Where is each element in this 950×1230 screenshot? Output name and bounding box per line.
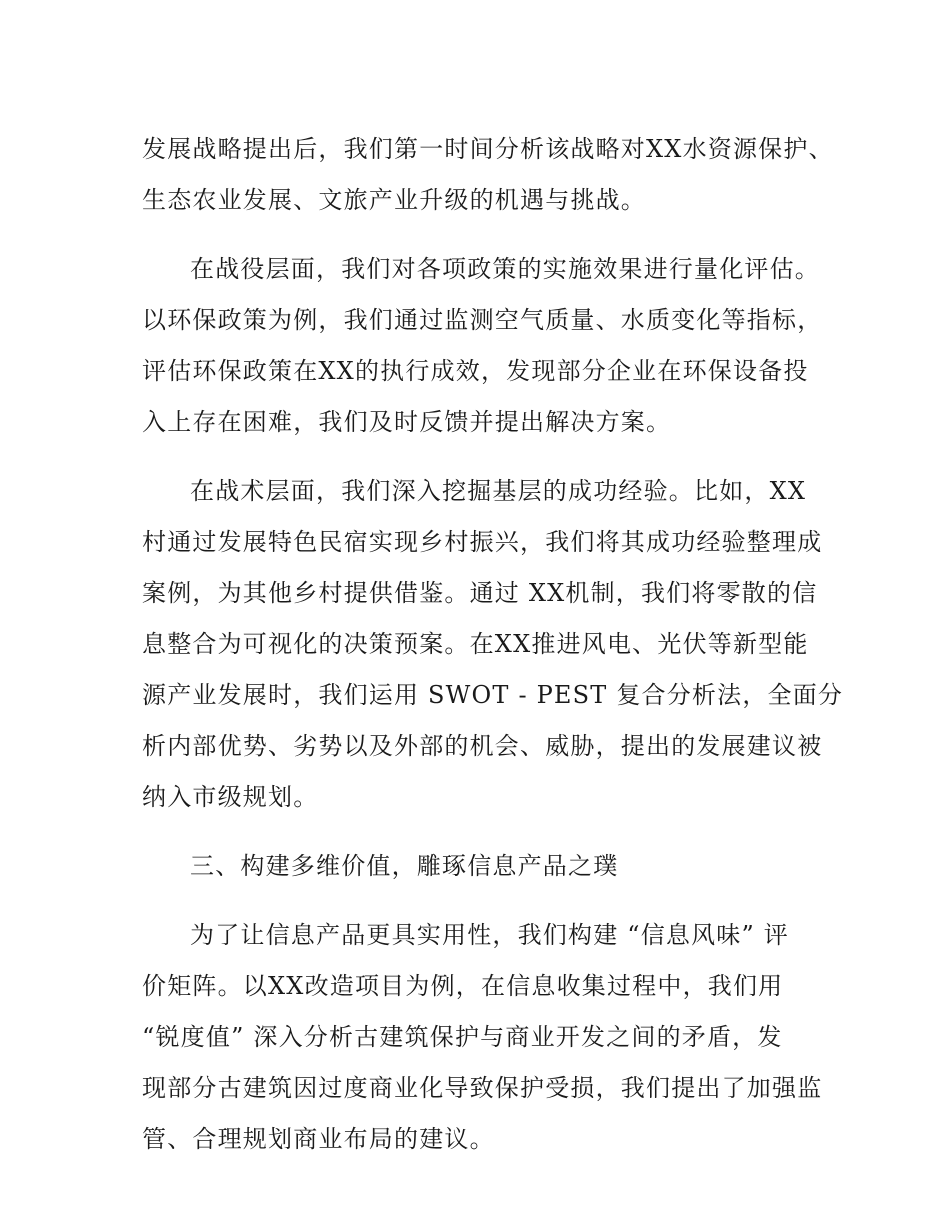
paragraph-line: 纳入市级规划。 [142,783,319,811]
paragraph-line: 在战术层面，我们深入挖掘基层的成功经验。比如，XX [190,477,807,505]
paragraph-line: 为了让信息产品更具实用性，我们构建 “信息风味” 评 [190,921,789,949]
section-heading: 三、构建多维价值，雕琢信息产品之璞 [190,852,619,880]
paragraph-line: 管、合理规划商业布局的建议。 [142,1125,495,1153]
paragraph-line: 价矩阵。以XX改造项目为例，在信息收集过程中，我们用 [142,972,784,1000]
paragraph-4 [142,910,823,1165]
paragraph-line: 息整合为可视化的决策预案。在XX推进风电、光伏等新型能 [142,630,809,658]
paragraph-line: 生态农业发展、文旅产业升级的机遇与挑战。 [142,186,646,214]
paragraph-line: 村通过发展特色民宿实现乡村振兴，我们将其成功经验整理成 [142,528,823,556]
paragraph-2 [142,244,823,448]
paragraph-line: 析内部优势、劣势以及外部的机会、威胁，提出的发展建议被 [142,732,823,760]
paragraph-line: “锐度值” 深入分析古建筑保护与商业开发之间的矛盾，发 [142,1023,783,1051]
paragraph-line: 发展战略提出后，我们第一时间分析该战略对XX水资源保护、 [142,135,834,163]
paragraph-line: 现部分古建筑因过度商业化导致保护受损，我们提出了加强监 [142,1074,823,1102]
paragraph-3 [142,466,844,823]
paragraph-line: 以环保政策为例，我们通过监测空气质量、水质变化等指标， [142,306,823,334]
document-page [142,124,844,1165]
paragraph-line: 在战役层面，我们对各项政策的实施效果进行量化评估。 [190,255,820,283]
paragraph-line: 入上存在困难，我们及时反馈并提出解决方案。 [142,408,672,436]
paragraph-line: 源产业发展时，我们运用 SWOT - PEST 复合分析法，全面分 [142,681,844,709]
paragraph-line: 评估环保政策在XX的执行成效，发现部分企业在环保设备投 [142,357,809,385]
paragraph-line: 案例，为其他乡村提供借鉴。通过 XX机制，我们将零散的信 [142,579,818,607]
paragraph-1 [142,124,834,226]
